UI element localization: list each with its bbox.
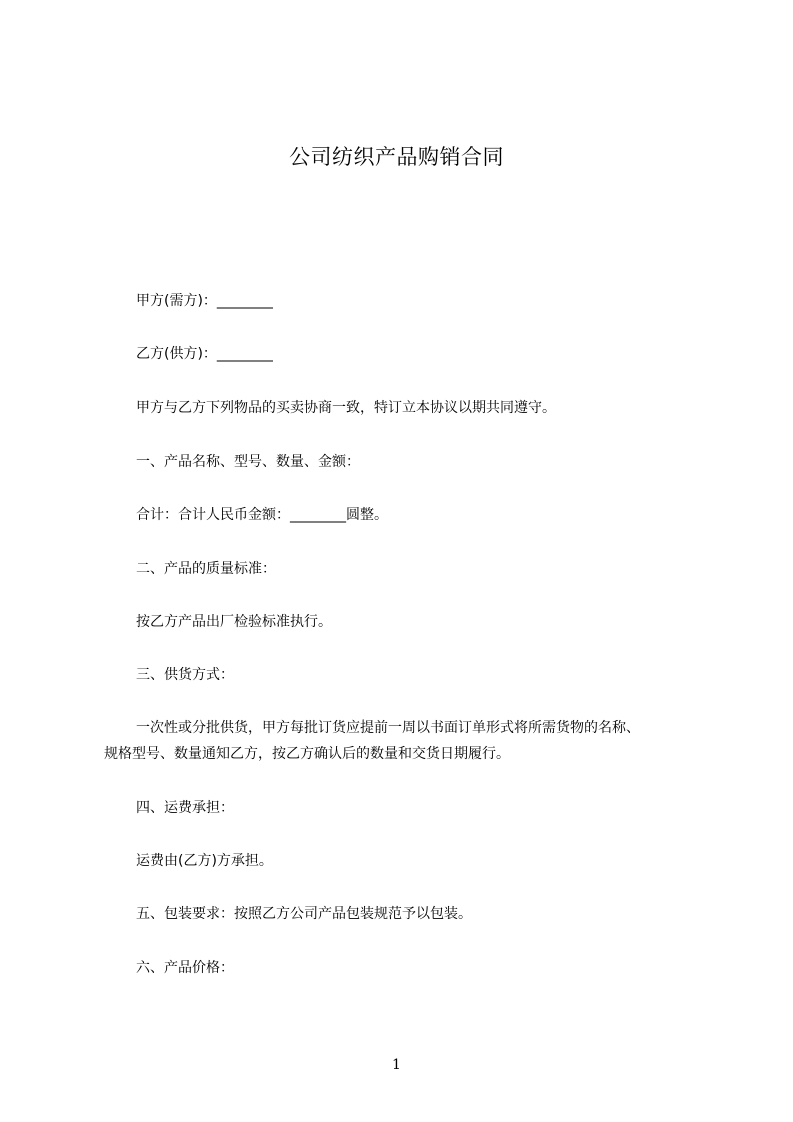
intro-paragraph: 甲方与乙方下列物品的买卖协商一致，特订立本协议以期共同遵守。 xyxy=(136,400,556,416)
section-3-body-line-1: 一次性或分批供货，甲方每批订货应提前一周以书面订单形式将所需货物的名称、 xyxy=(136,720,640,736)
section-3-heading: 三、供货方式： xyxy=(136,667,234,683)
total-amount-line: 合计：合计人民币金额：________圆整。 xyxy=(136,507,388,523)
section-4-body: 运费由(乙方)方承担。 xyxy=(136,853,273,869)
party-a-line: 甲方(需方)：________ xyxy=(136,293,273,309)
section-3-body-line-2: 规格型号、数量通知乙方，按乙方确认后的数量和交货日期履行。 xyxy=(104,746,510,762)
section-6-heading: 六、产品价格： xyxy=(136,960,234,976)
party-b-line: 乙方(供方)：________ xyxy=(136,346,273,362)
section-5-line: 五、包装要求：按照乙方公司产品包装规范予以包装。 xyxy=(136,906,472,922)
document-title: 公司纺织产品购销合同 xyxy=(289,145,504,169)
section-2-body: 按乙方产品出厂检验标准执行。 xyxy=(136,614,332,630)
section-1-heading: 一、产品名称、型号、数量、金额： xyxy=(136,454,360,470)
section-2-heading: 二、产品的质量标准： xyxy=(136,561,276,577)
section-4-heading: 四、运费承担： xyxy=(136,800,234,816)
page-number: 1 xyxy=(392,1057,401,1073)
